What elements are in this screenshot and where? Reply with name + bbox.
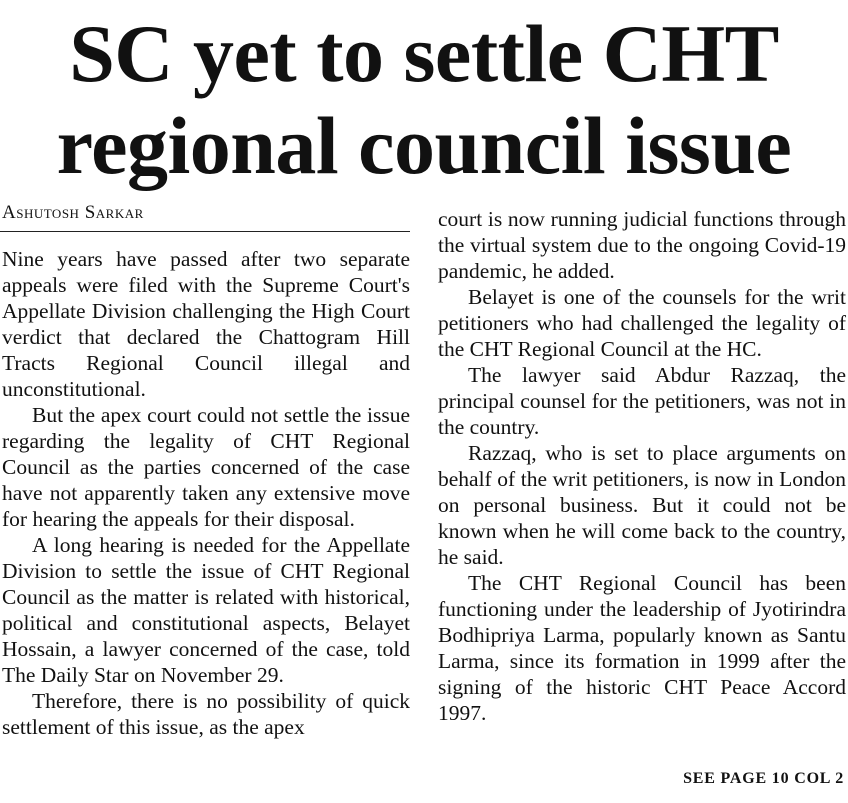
paragraph: court is now running judicial functions through the virtual system due to the ongoing Covid-19 pandemic, he added. (438, 207, 846, 283)
paragraph: Razzaq, who is set to place arguments on behalf of the writ petitioners, is now in London on personal business. But it could not be known when he will come back to the country, he said. (438, 441, 846, 569)
paragraph: A long hearing is needed for the Appellate Division to settle the issue of CHT Regional Council as the matter is related with historical, political and constitutional aspects, Belayet Hossain, a lawyer concerned of the case, told The Daily Star on November 29. (2, 533, 410, 687)
paragraph: Therefore, there is no possibility of quick settlement of this issue, as the apex (2, 689, 410, 739)
byline-divider (0, 231, 410, 232)
article-column-left (2, 246, 410, 740)
paragraph: The lawyer said Abdur Razzaq, the principal counsel for the petitioners, was not in the country. (438, 363, 846, 439)
paragraph: The CHT Regional Council has been functioning under the leadership of Jyotirindra Bodhipriya Larma, popularly known as Santu Larma, since its formation in 1999 after the signing of the historic CHT Peace Accord 1997. (438, 571, 846, 725)
paragraph: Nine years have passed after two separate appeals were filed with the Supreme Court's Appellate Division challenging the High Court verdict that declared the Chattogram Hill Tracts Regional Council illegal and unconstitutional. (2, 247, 410, 401)
paragraph: But the apex court could not settle the issue regarding the legality of CHT Regional Council as the parties concerned of the case have not apparently taken any extensive move for hearing the appeals for their disposal. (2, 403, 410, 531)
headline: SC yet to settle CHT regional council issue (56, 8, 792, 191)
byline: Ashutosh Sarkar (2, 202, 144, 223)
paragraph: Belayet is one of the counsels for the writ petitioners who had challenged the legality of the CHT Regional Council at the HC. (438, 285, 846, 361)
continuation-line: SEE PAGE 10 COL 2 (683, 770, 844, 787)
article-column-right (438, 206, 846, 726)
